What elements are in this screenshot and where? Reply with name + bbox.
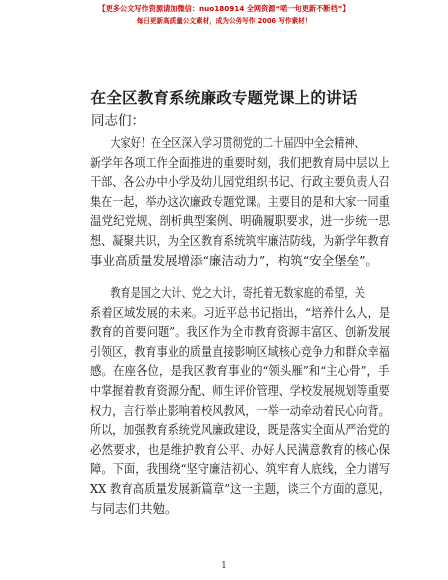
- paragraph-2-line: 教育的首要问题”。我区作为全市教育资源丰富区、创新发展: [90, 324, 391, 340]
- paragraph-2-line: 引领区，教育事业的质量直接影响区域核心竞争力和群众幸福: [90, 343, 390, 359]
- greeting: 同志们：: [91, 113, 145, 129]
- paragraph-2-line: 感。在座各位，是我区教育事业的“领头雁”和“主心骨”，手: [90, 363, 390, 379]
- paragraph-2: [90, 283, 390, 518]
- paragraph-2-line: 必然要求，也是维护教育公平、办好人民满意教育的核心保: [90, 441, 390, 457]
- paragraph-2-line: 障。下面，我围绕“坚守廉洁初心、筑牢育人底线，全力谱写: [90, 461, 391, 477]
- document-title: 在全区教育系统廉政专题党课上的讲话: [90, 89, 358, 107]
- paragraph-1-line: 干部、各公办中小学及幼儿园党组织书记、行政主要负责人召: [90, 174, 390, 190]
- paragraph-1: [90, 133, 390, 270]
- paragraph-1-line: 事业高质量发展增添“廉洁动力”，构筑“安全堡垒”。: [90, 252, 379, 268]
- promo-banner-line-2: 每日更新高质量公文素材，成为公务写作 2006 写作素材！: [136, 17, 312, 25]
- promo-banner-line-1: 【更多公文写作资源请加微信：nuo180914 全网资源“喏一句更新不断档”】: [98, 4, 350, 13]
- paragraph-2-line: 系着区域发展的未来。习近平总书记指出，“培养什么人，是: [90, 304, 391, 320]
- paragraph-1-line: 大家好！在全区深入学习贯彻党的二十届四中全会精神、: [110, 135, 365, 150]
- page-number: 1: [221, 561, 227, 571]
- paragraph-2-line: 教育是国之大计、党之大计，寄托着无数家庭的希望，关: [110, 285, 365, 300]
- paragraph-2-line: 中掌握着教育资源分配、师生评价管理、学校发展规划等重要: [90, 382, 390, 398]
- paragraph-2-line: 与同志们共勉。: [90, 500, 178, 516]
- paragraph-1-line: 想、凝聚共识，为全区教育系统筑牢廉洁防线，为新学年教育: [90, 232, 390, 248]
- paragraph-2-line: 权力，言行举止影响着校风教风，一举一动牵动着民心向背。: [90, 402, 390, 418]
- paragraph-2-line: 所以，加强教育系统党风廉政建设，既是落实全面从严治党的: [90, 422, 390, 438]
- paragraph-1-line: 集在一起，举办这次廉政专题党课。主要目的是和大家一同重: [90, 193, 390, 209]
- paragraph-1-line: 温党纪党规、剖析典型案例、明确履职要求，进一步统一思: [90, 213, 390, 229]
- paragraph-1-line: 新学年各项工作全面推进的重要时刻，我们把教育局中层以上: [90, 154, 390, 170]
- paragraph-2-line: XX 教育高质量发展新篇章”这一主题，谈三个方面的意见，: [90, 480, 391, 496]
